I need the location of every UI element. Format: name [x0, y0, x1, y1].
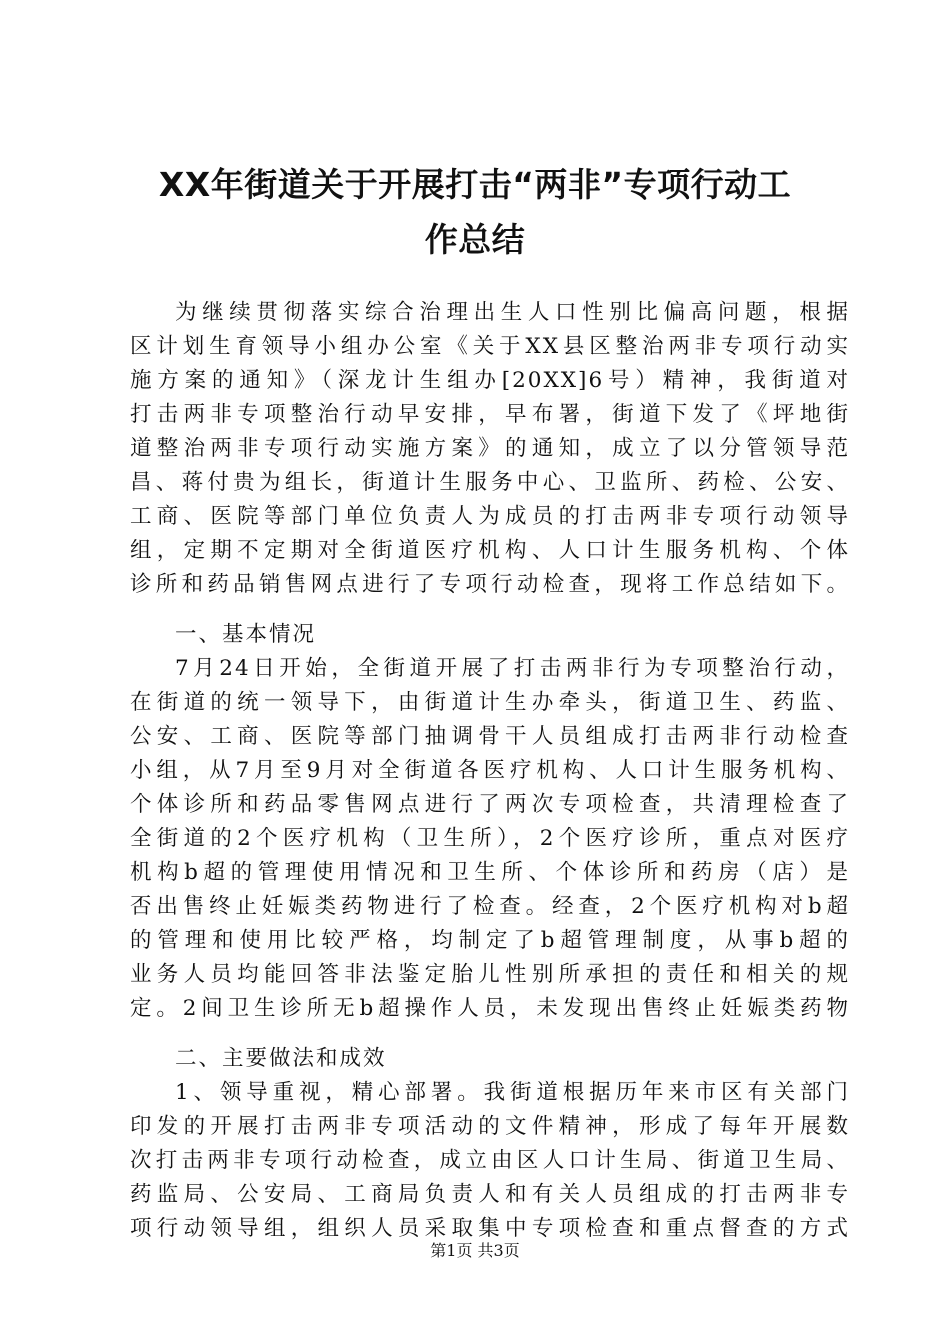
- intro-line: 为继续贯彻落实综合治理出生人口性别比偏高问题，根据: [175, 300, 850, 325]
- intro-line: 诊所和药品销售网点进行了专项行动检查，现将工作总结如下。: [130, 572, 850, 597]
- section2-line: 印发的开展打击两非专项活动的文件精神，形成了每年开展数: [130, 1114, 850, 1139]
- intro-line: 工商、医院等部门单位负责人为成员的打击两非专项行动领导: [130, 504, 850, 529]
- document-title-line-1: XX年街道关于开展打击“两非”专项行动工: [158, 165, 792, 204]
- section1-line: 定。2间卫生诊所无b超操作人员，未发现出售终止妊娠类药物: [130, 996, 850, 1021]
- section1-line: 的管理和使用比较严格，均制定了b超管理制度，从事b超的: [130, 928, 850, 953]
- document-title-line-2: 作总结: [424, 220, 526, 259]
- section1-line: 个体诊所和药品零售网点进行了两次专项检查，共清理检查了: [130, 792, 850, 817]
- intro-line: 组，定期不定期对全街道医疗机构、人口计生服务机构、个体: [130, 538, 850, 563]
- intro-line: 施方案的通知》（深龙计生组办[20XX]6号）精神，我街道对: [130, 368, 850, 393]
- section2-line: 次打击两非专项行动检查，成立由区人口计生局、街道卫生局、: [130, 1148, 850, 1173]
- section1-line: 机构b超的管理使用情况和卫生所、个体诊所和药房（店）是: [130, 860, 850, 885]
- section-heading-measures: 二、主要做法和成效: [175, 1046, 387, 1071]
- intro-line: 道整治两非专项行动实施方案》的通知，成立了以分管领导范: [130, 436, 850, 461]
- section1-line: 公安、工商、医院等部门抽调骨干人员组成打击两非行动检查: [130, 724, 850, 749]
- section1-line: 全街道的2个医疗机构（卫生所），2个医疗诊所，重点对医疗: [130, 826, 850, 851]
- section-heading-basic: 一、基本情况: [175, 622, 317, 647]
- section1-line: 7月24日开始，全街道开展了打击两非行为专项整治行动，: [175, 656, 850, 681]
- section2-line: 项行动领导组，组织人员采取集中专项检查和重点督查的方式: [130, 1216, 850, 1241]
- intro-line: 昌、蒋付贵为组长，街道计生服务中心、卫监所、药检、公安、: [130, 470, 850, 495]
- section1-line: 业务人员均能回答非法鉴定胎儿性别所承担的责任和相关的规: [130, 962, 850, 987]
- intro-line: 打击两非专项整治行动早安排，早布署，街道下发了《坪地街: [130, 402, 850, 427]
- section1-line: 否出售终止妊娠类药物进行了检查。经查，2个医疗机构对b超: [130, 894, 850, 919]
- section2-line: 1、领导重视，精心部署。我街道根据历年来市区有关部门: [175, 1080, 850, 1105]
- page-footer: 第1页 共3页: [430, 1241, 520, 1260]
- intro-line: 区计划生育领导小组办公室《关于XX县区整治两非专项行动实: [130, 334, 850, 359]
- section2-line: 药监局、公安局、工商局负责人和有关人员组成的打击两非专: [130, 1182, 850, 1207]
- section1-line: 在街道的统一领导下，由街道计生办牵头，街道卫生、药监、: [130, 690, 850, 715]
- section1-line: 小组，从7月至9月对全街道各医疗机构、人口计生服务机构、: [130, 758, 850, 783]
